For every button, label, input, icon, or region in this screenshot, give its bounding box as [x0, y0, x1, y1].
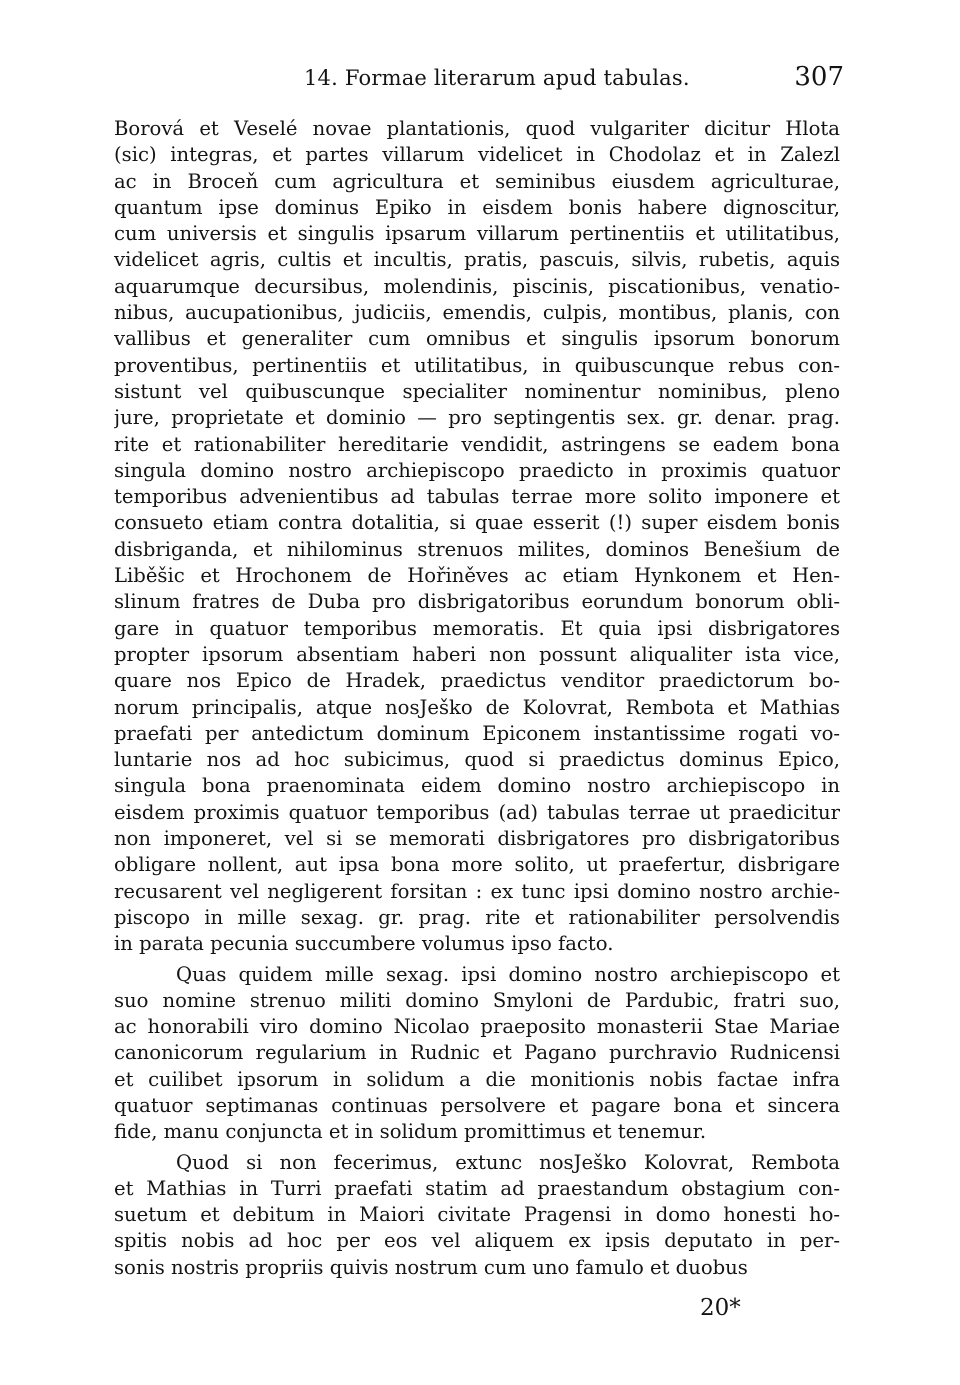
body-text — [114, 116, 840, 1281]
text-line: eisdem proximis quatuor temporibus (ad) tabulas terrae ut praedicitur — [114, 800, 840, 824]
text-line: canonicorum regularium in Rudnic et Pagano purchravio Rudnicensi — [114, 1041, 840, 1065]
text-line: Borová et Veselé novae plantationis, quod vulgariter dicitur Hlota — [114, 117, 840, 140]
text-line: fide, manu conjuncta et in solidum promittimus et tenemur. — [114, 1120, 707, 1144]
text-line: piscopo in mille sexag. gr. prag. rite et rationabiliter persolvendis — [114, 905, 840, 929]
text-line: Quod si non fecerimus, extunc nosJeško Kolovrat, Rembota — [176, 1150, 840, 1174]
text-line: recusarent vel negligerent forsitan : ex tunc ipsi domino nostro archie- — [114, 879, 840, 903]
text-line: Quas quidem mille sexag. ipsi domino nostro archiepiscopo et — [176, 962, 840, 986]
text-line: luntarie nos ad hoc subicimus, quod si praedictus dominus Epico, — [114, 748, 840, 772]
text-line: proventibus, pertinentiis et utilitatibus, in quibuscunque rebus con- — [114, 353, 840, 377]
text-line: quare nos Epico de Hradek, praedictus venditor praedictorum bo- — [114, 669, 840, 693]
paragraph — [114, 116, 840, 958]
text-line: (sic) integras, et partes villarum videlicet in Chodolaz et in Zalezl — [114, 143, 840, 167]
text-line: singula domino nostro archiepiscopo praedicto in proximis quatuor — [114, 458, 840, 482]
text-line: vallibus et generaliter cum omnibus et singulis ipsorum bonorum — [114, 327, 840, 351]
text-line: in parata pecunia succumbere volumus ipso facto. — [114, 932, 614, 956]
text-line: jure, proprietate et dominio — pro septingentis sex. gr. denar. prag. — [114, 406, 840, 430]
text-line: consueto etiam contra dotalitia, si quae esserit (!) super eisdem bonis — [114, 511, 840, 535]
text-line: disbriganda, et nihilominus strenuos milites, dominos Benešium de — [114, 537, 840, 561]
text-line: propter ipsorum absentiam haberi non possunt aliqualiter ista vice, — [114, 642, 840, 666]
text-line: slinum fratres de Duba pro disbrigatoribus eorundum bonorum obli- — [114, 590, 840, 614]
text-line: Liběšic et Hrochonem de Hořiněves ac etiam Hynkonem et Hen- — [114, 564, 840, 588]
running-head-title: 14. Formae literarum apud tabulas. — [304, 66, 690, 90]
text-line: temporibus advenientibus ad tabulas terrae more solito imponere et — [114, 485, 840, 509]
text-line: cum universis et singulis ipsarum villarum pertinentiis et utilitatibus, — [114, 222, 840, 246]
text-line: suo nomine strenuo militi domino Smyloni de Pardubic, fratri suo, — [114, 988, 840, 1012]
text-line: non imponeret, vel si se memorati disbrigatores pro disbrigatoribus — [114, 827, 840, 851]
text-line: suetum et debitum in Maiori civitate Pragensi in domo honesti ho- — [114, 1203, 840, 1227]
text-line: singula bona praenominata eidem domino nostro archiepiscopo in — [114, 774, 840, 798]
page-number: 307 — [794, 62, 844, 92]
paragraph — [114, 962, 840, 1146]
text-line: rite et rationabiliter hereditarie vendidit, astringens se eadem bona — [114, 432, 840, 456]
text-line: et Mathias in Turri praefati statim ad praestandum obstagium con- — [114, 1176, 840, 1200]
text-line: norum principalis, atque nosJeško de Kolovrat, Rembota et Mathias — [114, 695, 840, 719]
text-line: nibus, aucupationibus, judiciis, emendis, culpis, montibus, planis, con — [114, 301, 840, 325]
signature-mark: 20* — [700, 1295, 741, 1321]
text-line: obligare nollent, aut ipsa bona more solito, ut praefertur, disbrigare — [114, 853, 840, 877]
text-line: sonis nostris propriis quivis nostrum cum uno famulo et duobus — [114, 1255, 748, 1279]
text-line: ac honorabili viro domino Nicolao praeposito monasterii Stae Mariae — [114, 1015, 840, 1039]
text-line: quatuor septimanas continuas persolvere et pagare bona et sincera — [114, 1093, 840, 1117]
running-head — [114, 62, 844, 102]
paragraph — [114, 1150, 840, 1281]
text-line: praefati per antedictum dominum Epiconem instantissime rogati vo- — [114, 721, 840, 745]
text-line: aquarumque decursibus, molendinis, piscinis, piscationibus, venatio- — [114, 274, 840, 298]
text-line: sistunt vel quibuscunque specialiter nominentur nominibus, pleno — [114, 379, 840, 403]
text-line: quantum ipse dominus Epiko in eisdem bonis habere dignoscitur, — [114, 195, 840, 219]
text-line: gare in quatuor temporibus memoratis. Et quia ipsi disbrigatores — [114, 616, 840, 640]
text-line: ac in Broceň cum agricultura et seminibus eiusdem agriculturae, — [114, 169, 840, 193]
text-line: spitis nobis ad hoc per eos vel aliquem ex ipsis deputato in per- — [114, 1229, 840, 1253]
text-line: et cuilibet ipsorum in solidum a die monitionis nobis factae infra — [114, 1067, 840, 1091]
text-line: videlicet agris, cultis et incultis, pratis, pascuis, silvis, rubetis, aquis — [114, 248, 840, 272]
